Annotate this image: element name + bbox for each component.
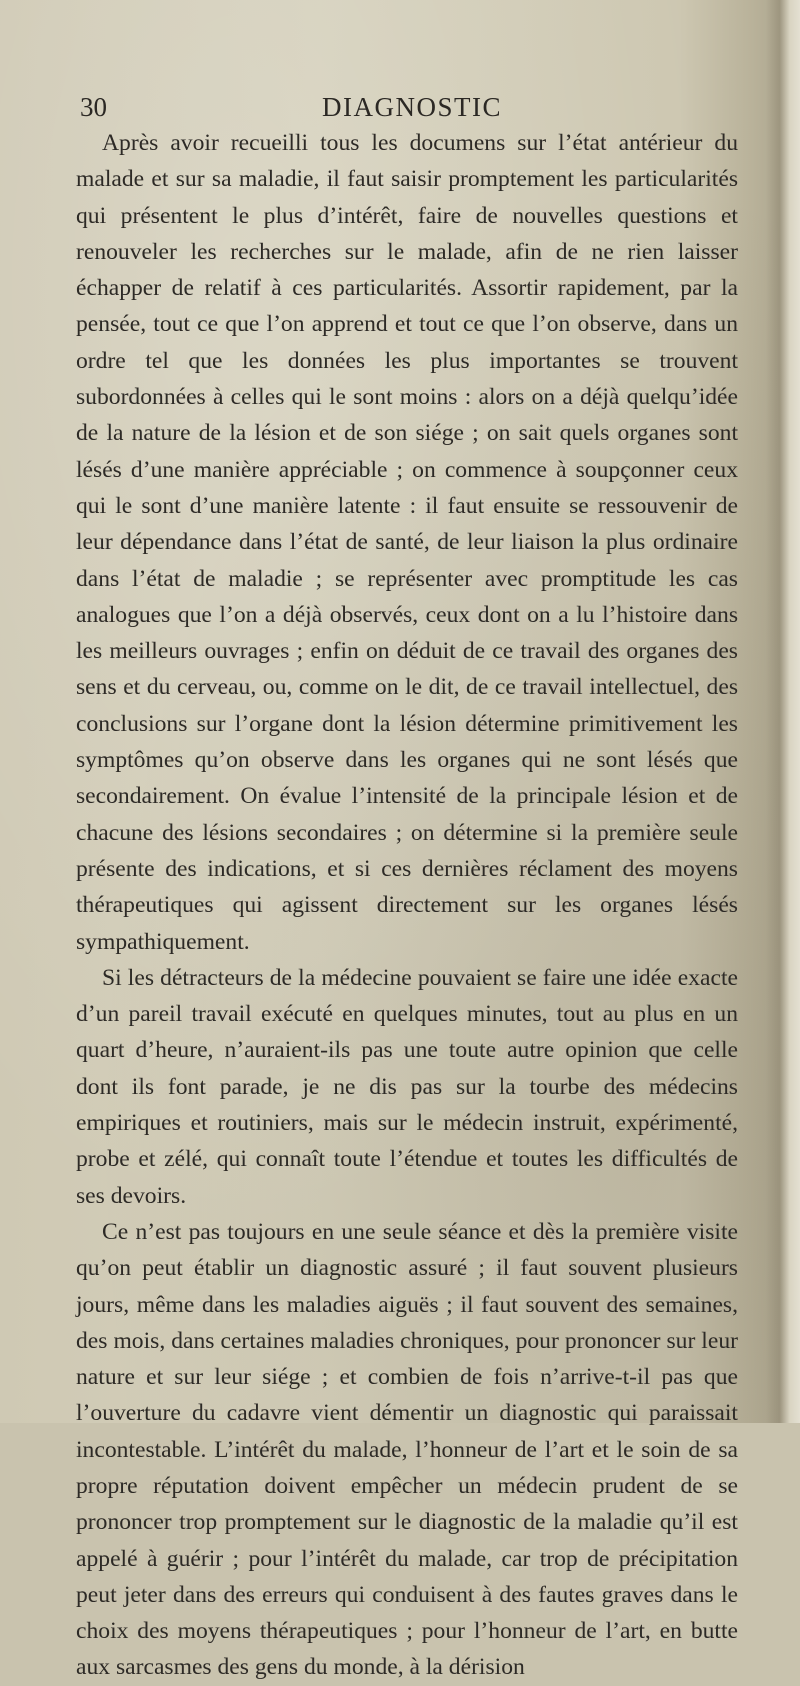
body-text <box>76 125 738 1686</box>
running-head: DIAGNOSTIC <box>322 92 502 122</box>
page-number: 30 <box>80 92 107 122</box>
paragraph-2: Si les détracteurs de la médecine pouvaient se faire une idée exacte d’un pareil travail exécuté en quelques minutes, tout au plus en un quart d’heure, n’auraient-ils pas une toute autre opinion que celle dont ils font parade, je ne dis pas sur la tourbe des médecins empiriques et routiniers, mais sur le médecin instruit, expérimenté, probe et zélé, qui connaît toute l’étendue et toutes les difficultés de ses devoirs. <box>76 964 738 1209</box>
paragraph-3: Ce n’est pas toujours en une seule séance et dès la première visite qu’on peut établir un diagnostic assuré ; il faut souvent plusieurs jours, même dans les maladies aiguës ; il faut souvent des semaines, des mois, dans certaines maladies chroniques, pour prononcer sur leur nature et sur leur siége ; et combien de fois n’arrive-t-il pas que l’ouverture du cadavre vient démentir un diagnostic qui paraissait incontestable. L’intérêt du malade, l’honneur de l’art et le soin de sa propre réputation doivent empêcher un médecin prudent de se prononcer trop promptement sur le diagnostic de la maladie qu’il est appelé à guérir ; pour l’intérêt du malade, car trop de précipitation peut jeter dans des erreurs qui conduisent à des fautes graves dans le choix des moyens thérapeutiques ; pour l’honneur de l’art, en butte aux sarcasmes des gens du monde, à la dérision <box>76 1218 738 1681</box>
paragraph-1: Après avoir recueilli tous les documens sur l’état antérieur du malade et sur sa maladie, il faut saisir promptement les particularités qui présentent le plus d’intérêt, faire de nouvelles questions et renouveler les recherches sur le malade, afin de ne rien laisser échapper de relatif à ces particularités. Assortir rapidement, par la pensée, tout ce que l’on apprend et tout ce que l’on observe, dans un ordre tel que les données les plus importantes se trouvent subordonnées à celles qui le sont moins : alors on a déjà quelqu’idée de la nature de la lésion et de son siége ; on sait quels organes sont lésés d’une manière appréciable ; on commence à soupçonner ceux qui le sont d’une manière latente : il faut ensuite se ressouvenir de leur dépendance dans l’état de santé, de leur liaison la plus ordinaire dans l’état de maladie ; se représenter avec promptitude les cas analogues que l’on a déjà observés, ceux dont on a lu l’histoire dans les meilleurs ouvrages ; enfin on déduit de ce travail des organes des sens et du cerveau, ou, comme on le dit, de ce travail intellectuel, des conclusions sur l’organe dont la lésion détermine primitivement les symptômes qu’on observe dans les organes qui ne sont lésés que secondairement. On évalue l’intensité de la principale lésion et de chacune des lésions secondaires ; on détermine si la première seule présente des indications, et si ces dernières réclament des moyens thérapeutiques qui agissent directement sur les organes lésés sympathiquement. <box>76 130 738 955</box>
page-edge <box>766 0 800 1423</box>
